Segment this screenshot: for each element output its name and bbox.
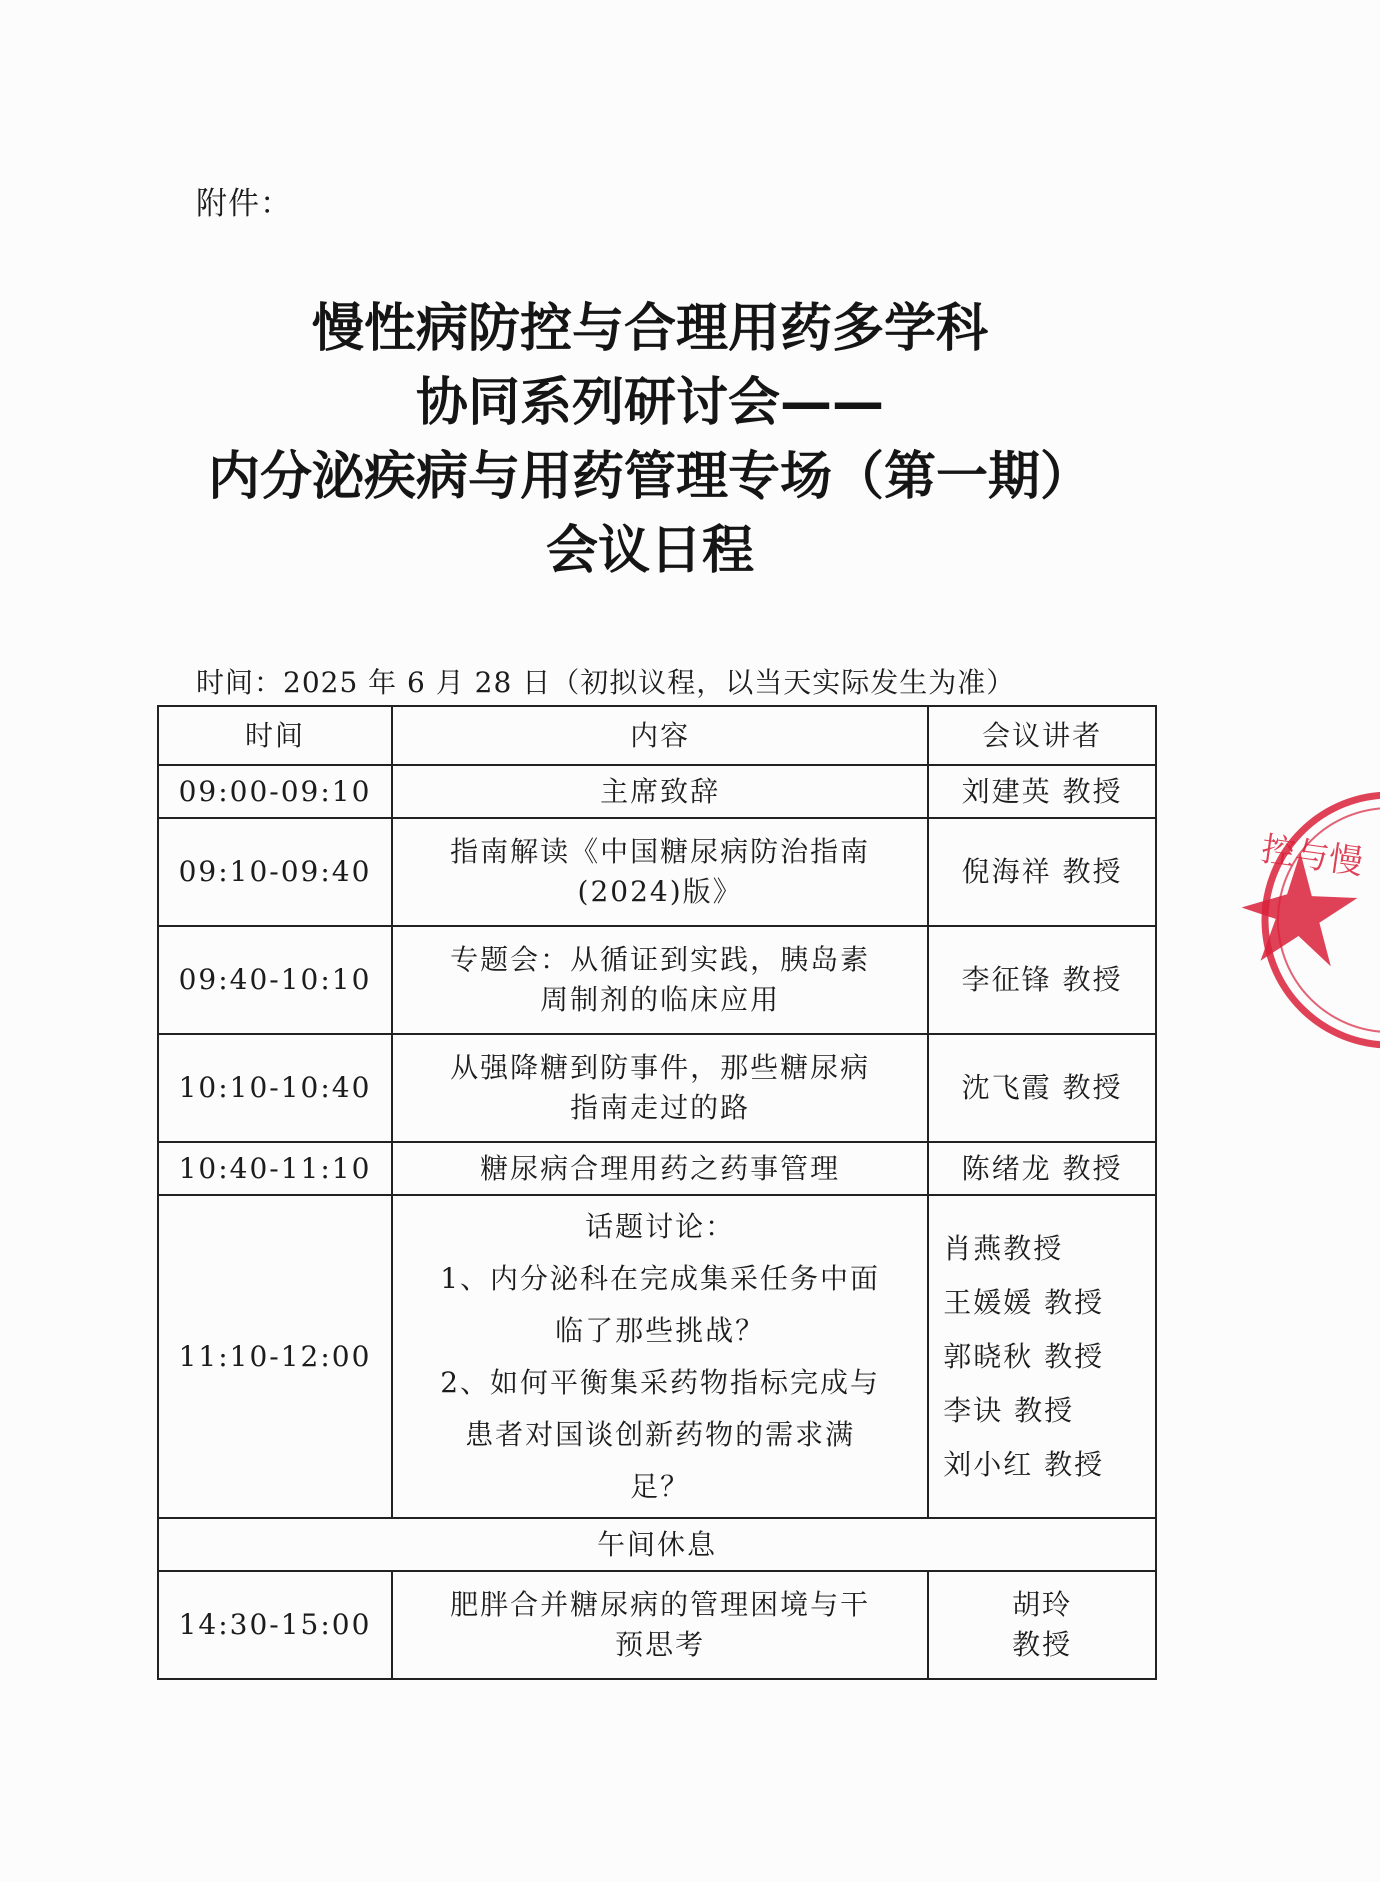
content-line: 患者对国谈创新药物的需求满 [465, 1417, 856, 1451]
row-speaker [928, 818, 1156, 926]
table-row [158, 1142, 1156, 1195]
content-line: 主席致辞 [600, 774, 721, 808]
table-row [158, 1034, 1156, 1142]
content-line: 周制剂的临床应用 [540, 983, 781, 1016]
row-content [392, 1034, 928, 1142]
official-seal [1240, 790, 1380, 1050]
content-line: 专题会：从循证到实践，胰岛素 [450, 943, 871, 976]
row-speaker [928, 1571, 1156, 1679]
table-header-row [158, 706, 1156, 765]
row-time: 10:40-11:10 [158, 1142, 392, 1195]
row-speaker [928, 1195, 1156, 1518]
row-time: 11:10-12:00 [158, 1195, 392, 1518]
row-speaker [928, 926, 1156, 1034]
content-line: 话题讨论： [585, 1209, 736, 1243]
row-time: 09:40-10:10 [158, 926, 392, 1034]
row-content [392, 1142, 928, 1195]
page-title [150, 292, 1150, 588]
content-line: 临了那些挑战？ [555, 1313, 766, 1347]
speaker-line: 李诀 教授 [943, 1393, 1075, 1427]
header-content: 内容 [392, 706, 928, 765]
speaker-line: 刘建英 教授 [961, 774, 1123, 808]
break-row [158, 1518, 1156, 1571]
content-line: 预思考 [615, 1628, 706, 1661]
speaker-line: 肖燕教授 [943, 1231, 1064, 1265]
content-line: 指南解读《中国糖尿病防治指南 [450, 835, 871, 868]
row-content [392, 1195, 928, 1518]
row-content [392, 926, 928, 1034]
speaker-line: 刘小红 教授 [943, 1447, 1105, 1481]
title-line-4: 会议日程 [545, 521, 754, 581]
row-time: 09:10-09:40 [158, 818, 392, 926]
content-line: (2024)版》 [577, 875, 743, 908]
row-time: 09:00-09:10 [158, 765, 392, 818]
row-content [392, 818, 928, 926]
break-label: 午间休息 [158, 1518, 1156, 1571]
speaker-line: 胡玲 [1012, 1588, 1073, 1621]
speaker-line: 陈绪龙 教授 [961, 1151, 1123, 1185]
speaker-line: 沈飞霞 教授 [961, 1071, 1123, 1104]
content-line: 2、如何平衡集采药物指标完成与 [440, 1365, 881, 1399]
table-row [158, 926, 1156, 1034]
content-line: 从强降糖到防事件，那些糖尿病 [450, 1051, 871, 1084]
row-time: 10:10-10:40 [158, 1034, 392, 1142]
content-line: 糖尿病合理用药之药事管理 [480, 1151, 841, 1185]
row-speaker [928, 1034, 1156, 1142]
date-line: 时间：2025 年 6 月 28 日（初拟议程，以当天实际发生为准） [196, 666, 1016, 699]
row-speaker [928, 1142, 1156, 1195]
table-row [158, 1195, 1156, 1518]
content-line: 足？ [630, 1469, 691, 1503]
speaker-line: 倪海祥 教授 [961, 855, 1123, 888]
table-row [158, 818, 1156, 926]
table-row [158, 1571, 1156, 1679]
speaker-line: 郭晓秋 教授 [943, 1339, 1105, 1373]
title-line-3: 内分泌疾病与用药管理专场（第一期） [207, 447, 1092, 507]
row-content [392, 765, 928, 818]
header-time: 时间 [158, 706, 392, 765]
title-line-1: 慢性病防控与合理用药多学科 [311, 299, 988, 359]
header-speaker: 会议讲者 [928, 706, 1156, 765]
content-line: 肥胖合并糖尿病的管理困境与干 [450, 1588, 871, 1621]
row-speaker [928, 765, 1156, 818]
row-time: 14:30-15:00 [158, 1571, 392, 1679]
attachment-label: 附件： [196, 186, 292, 222]
schedule-table [157, 705, 1157, 1680]
content-line: 1、内分泌科在完成集采任务中面 [440, 1261, 881, 1295]
speaker-line: 王媛媛 教授 [943, 1285, 1105, 1319]
row-content [392, 1571, 928, 1679]
content-line: 指南走过的路 [570, 1091, 751, 1124]
speaker-line: 教授 [1012, 1628, 1073, 1661]
table-row [158, 765, 1156, 818]
speaker-line: 李征锋 教授 [961, 963, 1123, 996]
title-line-2: 协同系列研讨会—— [415, 373, 884, 433]
svg-text:控与慢: 控与慢 [1258, 829, 1366, 884]
